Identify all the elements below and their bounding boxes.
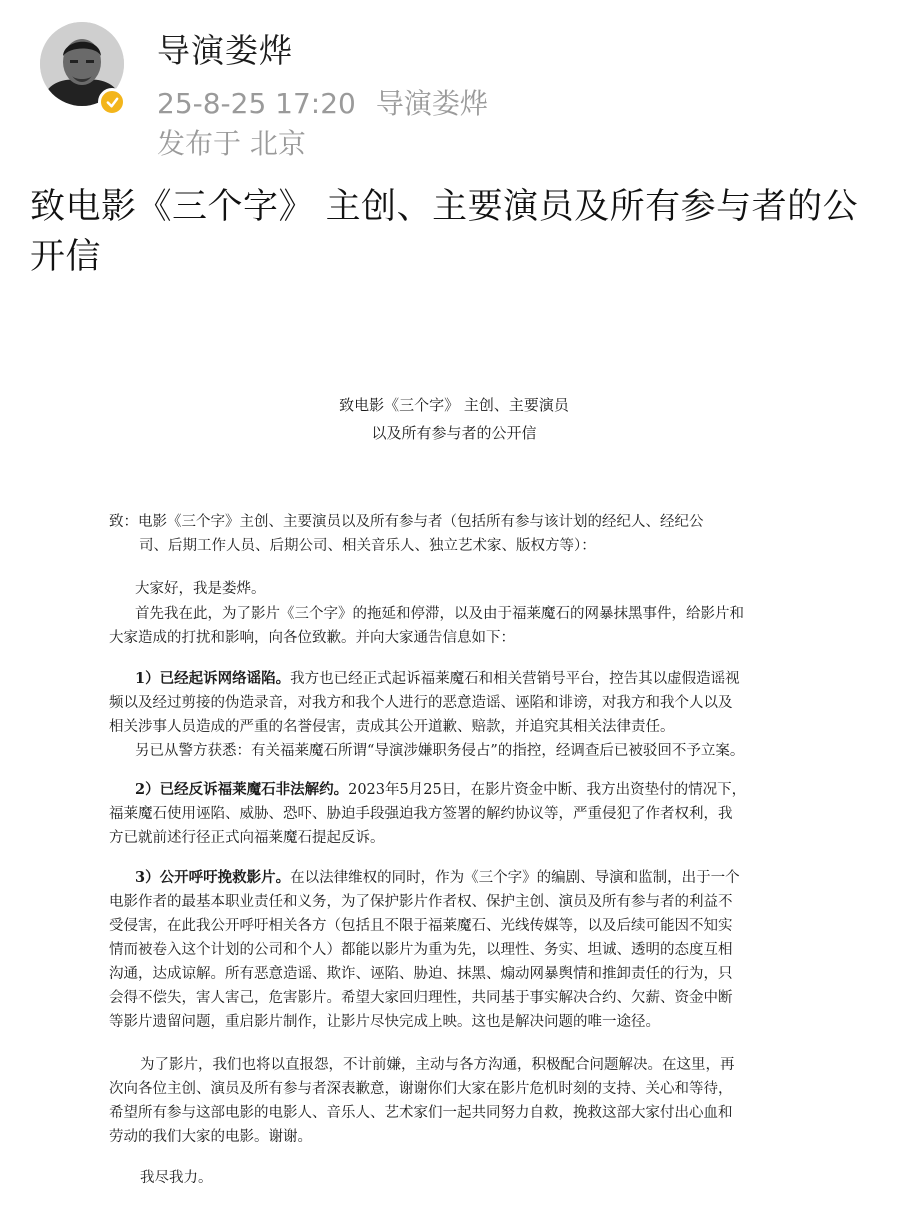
letter-paragraph: 1）已经起诉网络谣陷。我方也已经正式起诉福莱魔石和相关营销号平台，控告其以虚假造谣视 — [135, 670, 740, 687]
letter-addressee: 司、后期工作人员、后期公司、相关音乐人、独立艺术家、版权方等）： — [139, 538, 596, 554]
letter-paragraph: 方已就前述行径正式向福莱魔石提起反诉。 — [109, 830, 385, 846]
letter-paragraph: 2）已经反诉福莱魔石非法解约。2023年5月25日，在影片资金中断、我方出资垫付的情况下， — [135, 781, 747, 798]
letter-paragraph: 等影片遗留问题，重启影片制作，让影片尽快完成上映。这也是解决问题的唯一途径。 — [109, 1014, 660, 1030]
letter-paragraph: 为了影片，我们也将以直报怨，不计前嫌，主动与各方沟通，积极配合问题解决。在这里，再 — [140, 1057, 735, 1073]
letter-paragraph: 会得不偿失，害人害己，危害影片。希望大家回归理性，共同基于事实解决合约、欠薪、资金中断 — [109, 990, 733, 1006]
letter-paragraph: 相关涉事人员造成的严重的名誉侵害，责成其公开道歉、赔款，并追究其相关法律责任。 — [109, 719, 675, 735]
post-timestamp: 25-8-25 17:20 — [157, 87, 356, 120]
letter-paragraph-head: 3）公开呼吁挽救影片。 — [135, 869, 291, 886]
letter-paragraph: 电影作者的最基本职业责任和义务，为了保护影片作者权、保护主创、演员及所有参与者的利益不 — [109, 894, 733, 910]
letter-paragraph: 频以及经过剪接的伪造录音，对我方和我个人进行的恶意造谣、诬陷和诽谤，对我方和我个人以及 — [109, 695, 733, 711]
letter-heading: 致电影《三个字》 主创、主要演员 — [339, 396, 569, 414]
letter-paragraph: 劳动的我们大家的电影。谢谢。 — [109, 1129, 312, 1145]
letter-paragraph: 3）公开呼吁挽救影片。在以法律维权的同时，作为《三个字》的编剧、导演和监制，出于一个 — [135, 869, 740, 886]
letter-heading: 以及所有参与者的公开信 — [371, 424, 537, 442]
letter-paragraph: 希望所有参与这部电影的电影人、音乐人、艺术家们一起共同努力自救，挽救这部大家付出心血和 — [109, 1105, 733, 1121]
letter-paragraph: 情而被卷入这个计划的公司和个人）都能以影片为重为先，以理性、务实、坦诚、透明的态度互相 — [109, 942, 733, 958]
letter-addressee: 致：电影《三个字》主创、主要演员以及所有参与者（包括所有参与该计划的经纪人、经纪公 — [109, 514, 704, 530]
author-name[interactable]: 导演娄烨 — [157, 31, 293, 70]
letter-intro: 大家造成的打扰和影响，向各位致歉。并向大家通告信息如下： — [109, 630, 515, 646]
letter-intro: 首先我在此，为了影片《三个字》的拖延和停滞，以及由于福莱魔石的网暴抹黑事件，给影片和 — [135, 606, 744, 622]
letter-paragraph-head: 2）已经反诉福莱魔石非法解约。 — [135, 781, 349, 798]
post-source[interactable]: 导演娄烨 — [375, 87, 488, 120]
letter-paragraph: 福莱魔石使用诬陷、威胁、恐吓、胁迫手段强迫我方签署的解约协议等，严重侵犯了作者权利，我 — [109, 806, 733, 822]
letter-paragraph: 另已从警方获悉：有关福莱魔石所谓“导演涉嫌职务侵占”的指控，经调查后已被驳回不予立案。 — [135, 743, 745, 759]
letter-paragraph-head: 1）已经起诉网络谣陷。 — [135, 670, 291, 687]
letter-closing: 我尽我力。 — [140, 1170, 213, 1186]
letter-paragraph: 受侵害，在此我公开呼吁相关各方（包括且不限于福莱魔石、光线传媒等，以及后续可能因不知实 — [109, 918, 733, 934]
letter-paragraph: 沟通，达成谅解。所有恶意造谣、欺诈、诬陷、胁迫、抹黑、煽动网暴舆情和推卸责任的行为，只 — [109, 966, 733, 982]
letter-paragraph: 次向各位主创、演员及所有参与者深表歉意，谢谢你们大家在影片危机时刻的支持、关心和等待， — [109, 1081, 733, 1097]
letter-greeting: 大家好，我是娄烨。 — [135, 581, 266, 597]
post-title: 致电影《三个字》 主创、主要演员及所有参与者的公开信 — [30, 187, 859, 277]
post-location: 发布于 北京 — [157, 127, 306, 160]
